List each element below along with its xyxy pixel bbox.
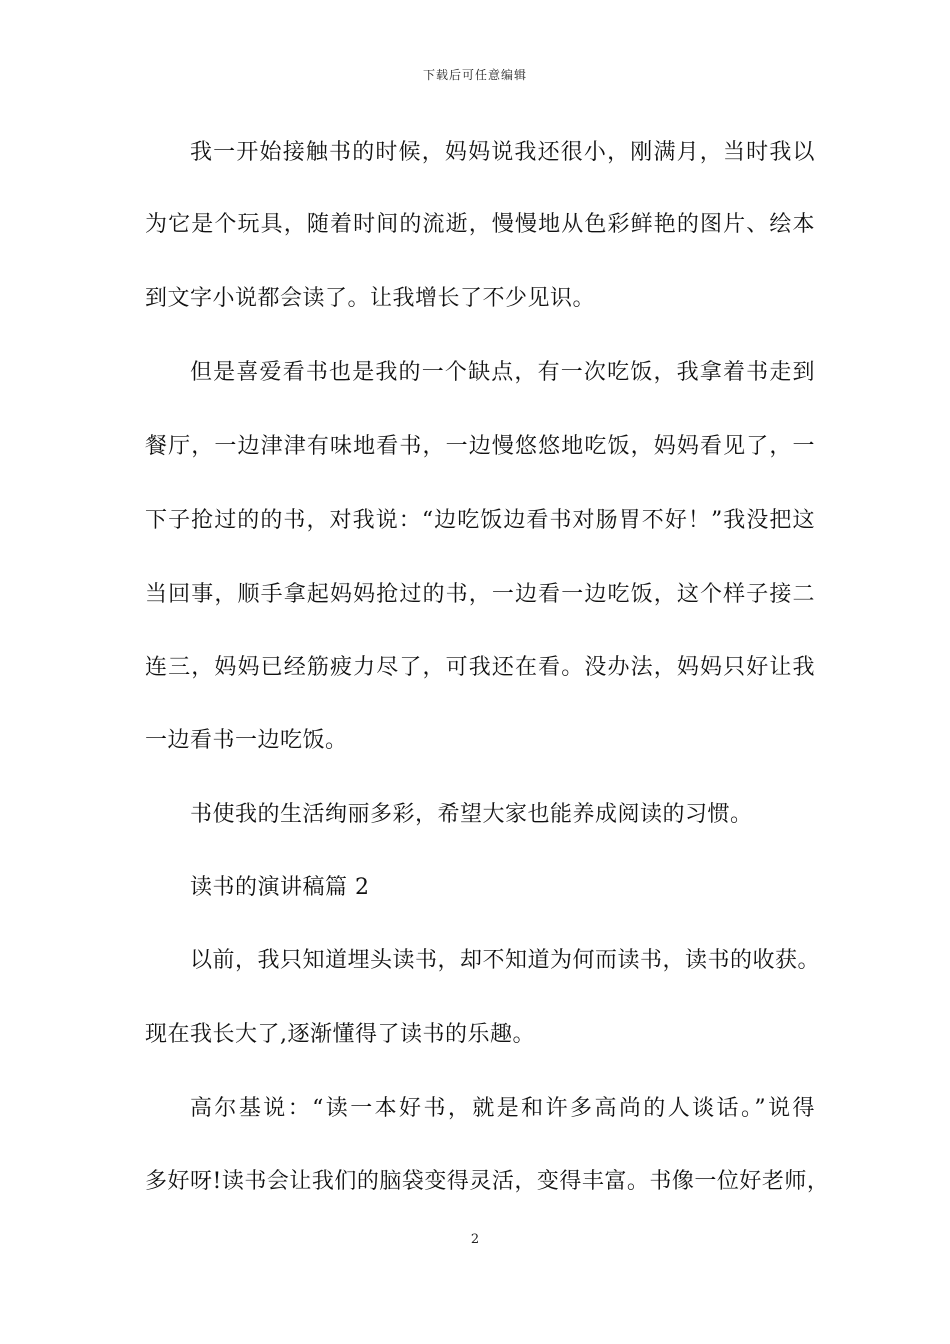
text-line-12: 以前，我只知道埋头读书，却不知道为何而读书，读书的收获。 (190, 948, 821, 973)
text-line-5: 餐厅，一边津津有味地看书，一边慢悠悠地吃饭，妈妈看见了，一 (145, 434, 815, 459)
text-line-4: 但是喜爱看书也是我的一个缺点，有一次吃饭，我拿着书走到 (190, 360, 815, 385)
text-line-15: 多好呀!读书会让我们的脑袋变得灵活，变得丰富。书像一位好老师， (145, 1169, 830, 1194)
text-line-13: 现在我长大了,逐渐懂得了读书的乐趣。 (145, 1022, 535, 1047)
text-line-2: 为它是个玩具，随着时间的流逝，慢慢地从色彩鲜艳的图片、绘本 (145, 212, 815, 237)
text-line-6: 下子抢过的的书，对我说：“边吃饭边看书对肠胃不好！”我没把这 (145, 508, 815, 533)
text-line-14: 高尔基说：“读一本好书，就是和许多高尚的人谈话。”说得 (190, 1096, 815, 1121)
text-line-8: 连三，妈妈已经筋疲力尽了，可我还在看。没办法，妈妈只好让我 (145, 655, 815, 680)
text-line-7: 当回事，顺手拿起妈妈抢过的书，一边看一边吃饭，这个样子接二 (145, 582, 815, 607)
section-heading: 读书的演讲稿篇 2 (190, 875, 370, 900)
text-line-3: 到文字小说都会读了。让我增长了不少见识。 (145, 286, 596, 311)
text-line-9: 一边看书一边吃饭。 (145, 728, 348, 753)
text-line-10: 书使我的生活绚丽多彩，希望大家也能养成阅读的习惯。 (190, 802, 753, 827)
page-header: 下载后可任意编辑 (422, 68, 527, 82)
text-line-1: 我一开始接触书的时候，妈妈说我还很小，刚满月，当时我以 (190, 140, 815, 165)
page-number: 2 (470, 1232, 480, 1247)
